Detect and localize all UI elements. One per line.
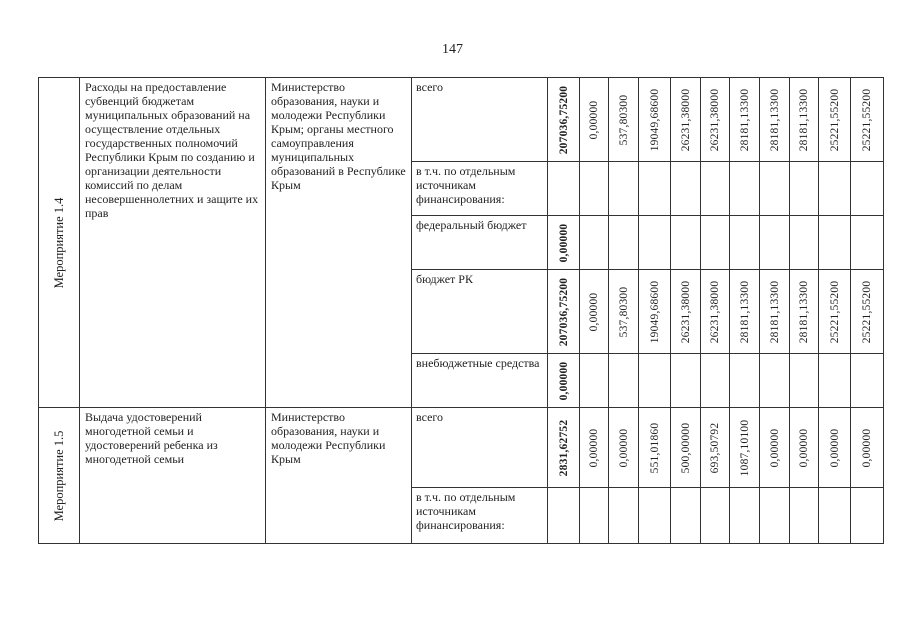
year-value-cell: [580, 162, 609, 216]
year-value-cell: [790, 216, 819, 270]
amount-value: 2831,62752: [557, 419, 570, 476]
measure-label: Мероприятие 1.5: [52, 430, 66, 521]
year-value-cell: [580, 408, 609, 488]
year-value-cell: [671, 270, 701, 354]
amount-value: 537,80300: [617, 94, 630, 145]
amount-value: 500,00000: [679, 422, 692, 473]
year-value-cell: [730, 408, 760, 488]
year-value-cell: [819, 354, 851, 408]
year-value-cell: [819, 488, 851, 544]
year-value-cell: [851, 270, 884, 354]
year-value-cell: [701, 354, 730, 408]
year-value-cell: [580, 488, 609, 544]
year-value-cell: [701, 162, 730, 216]
year-value-cell: [639, 408, 671, 488]
amount-value: 0,00000: [557, 361, 570, 400]
year-value-cell: [790, 408, 819, 488]
year-value-cell: [730, 216, 760, 270]
year-value-cell: [671, 354, 701, 408]
year-value-cell: [609, 216, 639, 270]
amount-value: 551,01860: [648, 422, 661, 473]
year-value-cell: [580, 78, 609, 162]
measure-description: Выдача удостоверений многодетной семьи и удостоверений ребенка из многодетной семьи: [80, 408, 266, 544]
year-value-cell: [819, 270, 851, 354]
funding-table: [38, 77, 884, 544]
amount-value: 1087,10100: [738, 419, 751, 476]
year-value-cell: [639, 78, 671, 162]
amount-value: 25221,55200: [861, 88, 873, 151]
total-value-cell: [548, 162, 580, 216]
amount-value: 0,00000: [588, 292, 600, 331]
total-value-cell: [548, 270, 580, 354]
year-value-cell: [671, 78, 701, 162]
year-value-cell: [639, 162, 671, 216]
year-value-cell: [760, 78, 790, 162]
year-value-cell: [760, 408, 790, 488]
year-value-cell: [701, 270, 730, 354]
year-value-cell: [671, 162, 701, 216]
year-value-cell: [730, 488, 760, 544]
year-value-cell: [701, 408, 730, 488]
funding-source: бюджет РК: [412, 270, 548, 354]
amount-value: 25221,55200: [828, 280, 841, 343]
amount-value: 26231,38000: [709, 88, 721, 151]
year-value-cell: [639, 270, 671, 354]
year-value-cell: [851, 408, 884, 488]
measure-description: Расходы на предоставление субвенций бюджетам муниципальных образований на осуществление отдельных государственных полномочий Республики Крым по созданию и организации деятельности комиссий по делам несовершеннолетних и защите их прав: [80, 78, 266, 408]
year-value-cell: [671, 488, 701, 544]
total-value-cell: [548, 354, 580, 408]
funding-source: всего: [412, 408, 548, 488]
year-value-cell: [639, 354, 671, 408]
amount-value: 0,00000: [768, 428, 781, 467]
amount-value: 0,00000: [557, 223, 570, 262]
year-value-cell: [730, 354, 760, 408]
year-value-cell: [639, 488, 671, 544]
year-value-cell: [819, 408, 851, 488]
year-value-cell: [790, 354, 819, 408]
year-value-cell: [671, 216, 701, 270]
year-value-cell: [760, 354, 790, 408]
year-value-cell: [760, 488, 790, 544]
amount-value: 25221,55200: [861, 280, 873, 343]
year-value-cell: [819, 162, 851, 216]
amount-value: 28181,13300: [738, 280, 751, 343]
year-value-cell: [671, 408, 701, 488]
amount-value: 0,00000: [588, 428, 600, 467]
year-value-cell: [609, 488, 639, 544]
amount-value: 207036,75200: [557, 277, 570, 346]
year-value-cell: [609, 162, 639, 216]
year-value-cell: [760, 162, 790, 216]
amount-value: 693,50792: [709, 422, 721, 473]
year-value-cell: [701, 78, 730, 162]
amount-value: 0,00000: [588, 100, 600, 139]
year-value-cell: [790, 488, 819, 544]
amount-value: 0,00000: [798, 428, 810, 467]
amount-value: 28181,13300: [768, 280, 781, 343]
year-value-cell: [609, 408, 639, 488]
funding-source: внебюджетные средства: [412, 354, 548, 408]
amount-value: 25221,55200: [828, 88, 841, 151]
funding-source: всего: [412, 78, 548, 162]
total-value-cell: [548, 488, 580, 544]
amount-value: 28181,13300: [738, 88, 751, 151]
year-value-cell: [851, 162, 884, 216]
funding-source: в т.ч. по отдельным источникам финансирования:: [412, 162, 548, 216]
year-value-cell: [701, 488, 730, 544]
year-value-cell: [851, 78, 884, 162]
year-value-cell: [609, 354, 639, 408]
measure-label-cell: [39, 408, 80, 544]
amount-value: 0,00000: [828, 428, 841, 467]
year-value-cell: [851, 354, 884, 408]
year-value-cell: [819, 78, 851, 162]
total-value-cell: [548, 408, 580, 488]
funding-source: федеральный бюджет: [412, 216, 548, 270]
amount-value: 28181,13300: [768, 88, 781, 151]
amount-value: 19049,68600: [648, 88, 661, 151]
year-value-cell: [609, 270, 639, 354]
amount-value: 537,80300: [617, 286, 630, 337]
funding-source: в т.ч. по отдельным источникам финансирования:: [412, 488, 548, 544]
amount-value: 28181,13300: [798, 88, 810, 151]
total-value-cell: [548, 216, 580, 270]
amount-value: 0,00000: [861, 428, 873, 467]
measure-label-cell: [39, 78, 80, 408]
amount-value: 26231,38000: [679, 88, 692, 151]
measure-executor: Министерство образования, науки и молодежи Республики Крым; органы местного самоуправления муниципальных образований в Республике Крым: [266, 78, 412, 408]
table-row: [39, 408, 884, 488]
year-value-cell: [760, 270, 790, 354]
amount-value: 207036,75200: [557, 85, 570, 154]
year-value-cell: [730, 270, 760, 354]
amount-value: 26231,38000: [709, 280, 721, 343]
amount-value: 0,00000: [617, 428, 630, 467]
measure-label: Мероприятие 1.4: [52, 197, 66, 288]
page-number: 147: [442, 42, 463, 57]
year-value-cell: [790, 78, 819, 162]
year-value-cell: [730, 162, 760, 216]
year-value-cell: [580, 216, 609, 270]
amount-value: 28181,13300: [798, 280, 810, 343]
amount-value: 19049,68600: [648, 280, 661, 343]
year-value-cell: [701, 216, 730, 270]
year-value-cell: [580, 270, 609, 354]
year-value-cell: [730, 78, 760, 162]
year-value-cell: [580, 354, 609, 408]
total-value-cell: [548, 78, 580, 162]
year-value-cell: [609, 78, 639, 162]
year-value-cell: [760, 216, 790, 270]
table-row: [39, 78, 884, 162]
year-value-cell: [790, 162, 819, 216]
year-value-cell: [851, 488, 884, 544]
year-value-cell: [851, 216, 884, 270]
year-value-cell: [790, 270, 819, 354]
amount-value: 26231,38000: [679, 280, 692, 343]
year-value-cell: [639, 216, 671, 270]
measure-executor: Министерство образования, науки и молодежи Республики Крым: [266, 408, 412, 544]
year-value-cell: [819, 216, 851, 270]
